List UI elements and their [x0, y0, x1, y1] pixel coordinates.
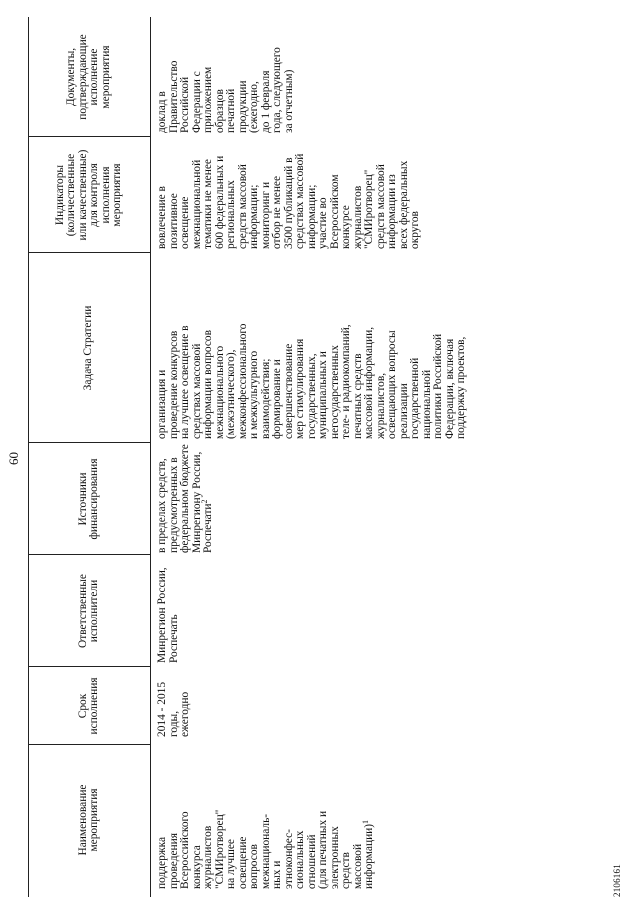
footnote-1-marker: 1	[361, 819, 370, 824]
column-divider-2	[28, 666, 150, 667]
column-divider-4	[28, 442, 150, 443]
header-name: Наименование мероприятия	[76, 784, 100, 856]
column-divider-5	[28, 252, 150, 253]
column-divider-3	[28, 554, 150, 555]
table-top-border	[28, 17, 29, 897]
document-id: 2106161	[612, 864, 622, 897]
cell-sources: в пределах средств, предусмотренных в федеральном бюджете Минрегиону России, Роспечати$^2$	[156, 444, 214, 553]
header-documents: Документы, подтверждающие исполнение мероприятия	[65, 34, 112, 120]
cell-name: поддержка проведения Всероссийского конкурса журналистов "СМИротворец" на лучшее освещение вопросов межнациональ- ных и этноконфес- сиональных отношений (для печатных и электронных средств массовой информации)$^1$	[156, 809, 375, 889]
header-bottom-border	[150, 17, 151, 897]
cell-documents: доклад в Правительство Российской Федерации с приложением образцов печатной продукции (ежегодно, до 1 февраля года, следующего за отчетным)	[156, 47, 295, 133]
column-divider-1	[28, 744, 150, 745]
cell-task: организация и проведение конкурсов на лучшее освещение в средствах массовой информации вопросов межнационального (межэтнического), межконфессионального и межкультурного взаимодействия; формирование и совершенствование мер стимулирования государственных, муниципальных и негосударственных теле- и радиокомпаний, печатных средств массовой информации, журналистов, освещающих вопросы реализации государственной национальной политики Российской Федерации, включая поддержку проектов,	[156, 323, 467, 439]
header-indicators: Индикаторы (количественные или качественные) для контроля исполнения мероприятия	[53, 149, 123, 241]
header-sources: Источники финансирования	[76, 458, 100, 540]
header-term: Срок исполнения	[76, 677, 100, 735]
cell-executors: Минрегион России, Роспечать	[156, 567, 180, 663]
column-divider-6	[28, 136, 150, 137]
cell-indicators: вовлечение в позитивное освещение межнациональной тематики не менее 600 федеральных и региональных средств массовой информации; мониторинг и отбор не менее 3500 публикаций в средствах массовой информации; участие во Всероссийском конкурсе журналистов "СМИротворец" средств массовой информации из всех федеральных округов	[156, 153, 421, 249]
header-task: Задача Стратегии	[82, 305, 95, 391]
footnote-2-marker: 2	[200, 499, 209, 504]
cell-term: 2014 - 2015 годы, ежегодно	[156, 681, 191, 737]
page-number: 60	[6, 452, 21, 465]
header-executors: Ответственные исполнители	[76, 574, 100, 648]
